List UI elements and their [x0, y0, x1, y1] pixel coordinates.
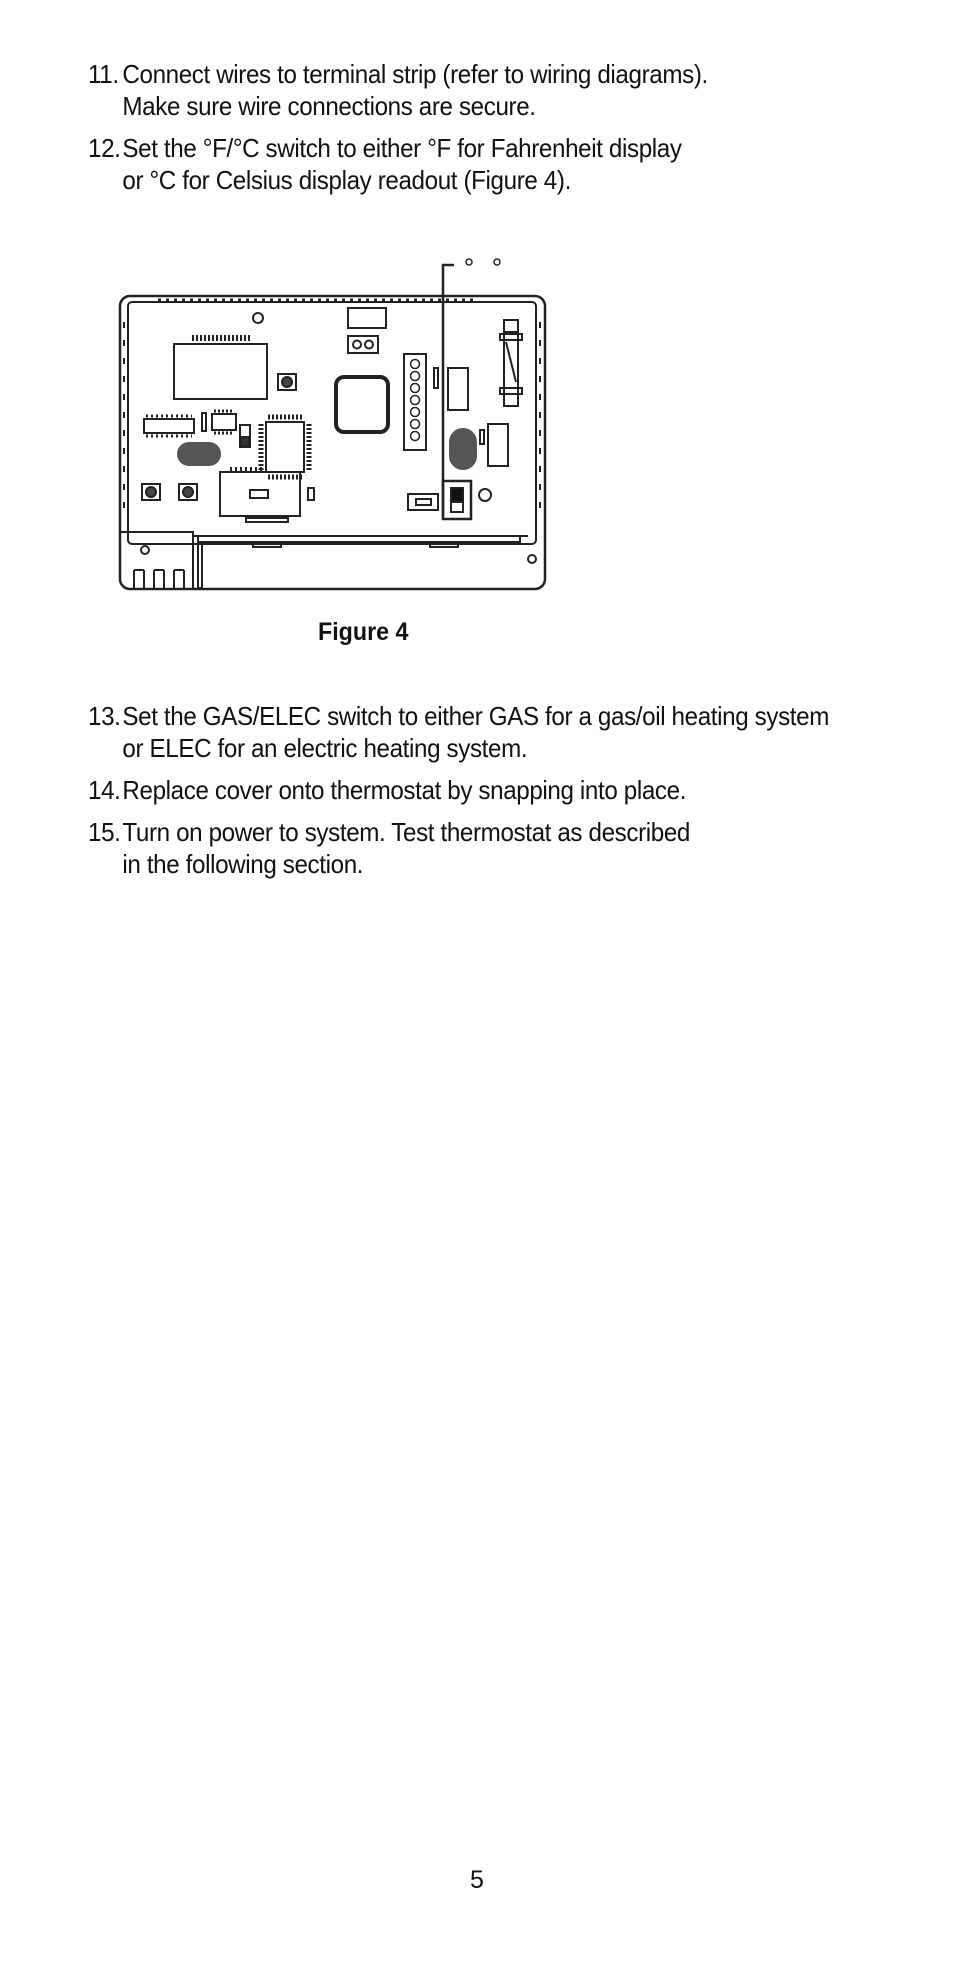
step-text-line: in the following section.	[122, 849, 364, 879]
step-text-line: Make sure wire connections are secure.	[122, 91, 536, 121]
figure-4-circuit-board	[118, 252, 558, 594]
instruction-step-14	[88, 774, 851, 806]
step-number: 13.	[88, 701, 121, 731]
step-text-line: or ELEC for an electric heating system.	[122, 733, 528, 763]
figure-caption: Figure 4	[318, 618, 409, 646]
instruction-step-12	[88, 132, 851, 196]
step-text-line: Set the GAS/ELEC switch to either GAS for a gas/oil heating system	[122, 701, 829, 731]
step-number: 12.	[88, 133, 121, 163]
step-text-line: or °C for Celsius display readout (Figure 4).	[122, 165, 571, 195]
instruction-step-11	[88, 58, 851, 122]
step-number: 11.	[88, 59, 119, 89]
step-text-line: Connect wires to terminal strip (refer to wiring diagrams).	[122, 59, 708, 89]
instruction-step-15	[88, 816, 851, 880]
page-number: 5	[470, 1866, 484, 1894]
step-number: 15.	[88, 817, 121, 847]
thermostat-circuit-board-icon	[118, 252, 558, 594]
step-text-line: Replace cover onto thermostat by snapping into place.	[122, 775, 687, 805]
step-text-line: Set the °F/°C switch to either °F for Fahrenheit display	[122, 133, 682, 163]
step-text-line: Turn on power to system. Test thermostat as described	[122, 817, 691, 847]
instruction-step-13	[88, 700, 851, 764]
step-number: 14.	[88, 775, 121, 805]
